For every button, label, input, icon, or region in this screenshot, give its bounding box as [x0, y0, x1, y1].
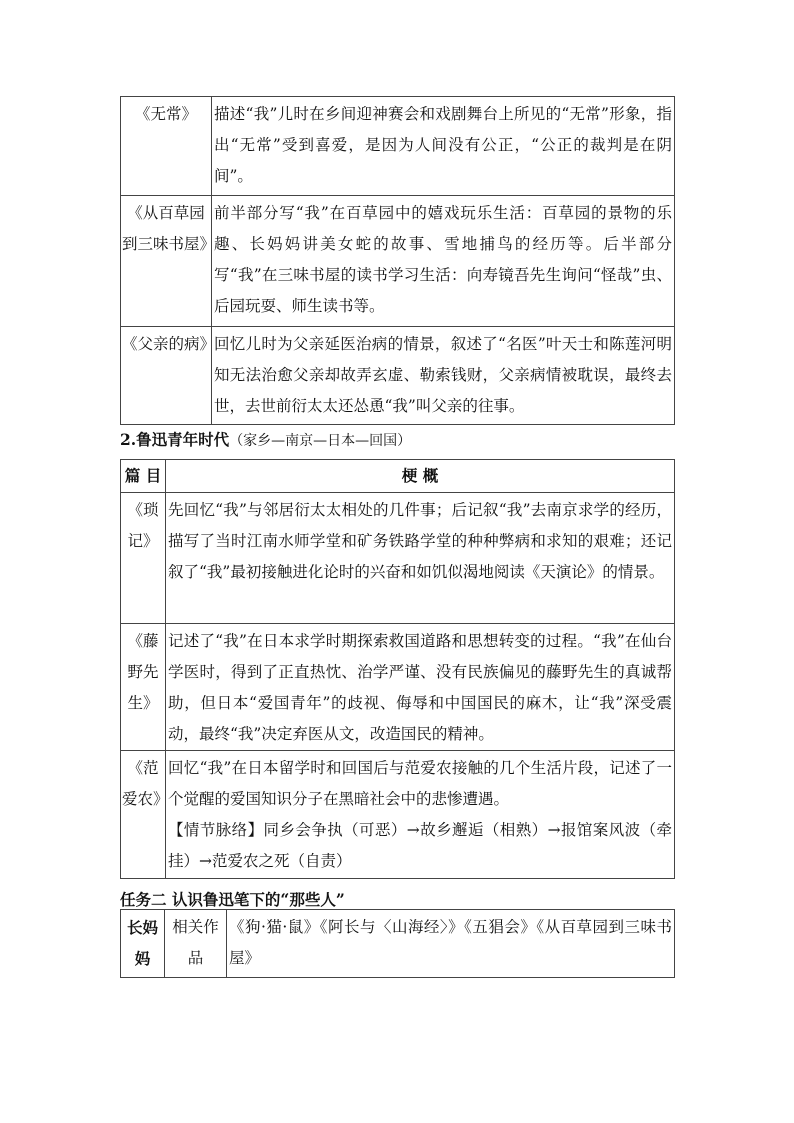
- related-works-label: 相关作品: [165, 910, 227, 978]
- table-row: [121, 196, 675, 327]
- youth-works-table: [120, 459, 675, 879]
- table-row: [121, 327, 675, 425]
- plot-outline: 【情节脉络】同乡会争执（可恶）→故乡邂逅（相熟）→报馆案风波（牵挂）→范爱农之死（自责）: [168, 821, 672, 870]
- work-summary: 描述“我”儿时在乡间迎神赛会和戏剧舞台上所见的“无常”形象，指出“无常”受到喜爱，是因为人间没有公正，“公正的裁判是在阴间”。: [212, 97, 675, 196]
- work-title: 《无常》: [121, 97, 212, 196]
- task-heading: 任务二 认识鲁迅笔下的“那些人”: [120, 890, 345, 909]
- related-works-list: 《狗·猫·鼠》《阿长与〈山海经〉》《五猖会》《从百草园到三味书屋》: [227, 910, 675, 978]
- table-row: [121, 493, 675, 624]
- section-title: 2.鲁迅青年时代: [120, 430, 230, 449]
- work-summary: [166, 751, 675, 879]
- column-header-summary: 梗 概: [166, 460, 675, 493]
- work-title: 《范爱农》: [121, 751, 166, 879]
- work-summary: 记述了“我”在日本求学时期探索救国道路和思想转变的过程。“我”在仙台学医时，得到了正直热忱、治学严谨、没有民族偏见的藤野先生的真诚帮助，但日本“爱国青年”的歧视、侮辱和中国国民的麻木，让“我”深受震动，最终“我”决定弃医从文，改造国民的精神。: [166, 624, 675, 751]
- table-row: [121, 624, 675, 751]
- table-row: [121, 751, 675, 879]
- section-subtitle: （家乡—南京—日本—回国）: [229, 433, 412, 449]
- work-title: 《藤野先生》: [121, 624, 166, 751]
- column-header-title: 篇 目: [121, 460, 166, 493]
- character-name: 长妈妈: [121, 910, 165, 978]
- table-header-row: [121, 460, 675, 493]
- work-summary: 回忆儿时为父亲延医治病的情景，叙述了“名医”叶天士和陈莲河明知无法治愈父亲却故弄玄虚、勒索钱财，父亲病情被耽误，最终去世，去世前衍太太还怂恿“我”叫父亲的往事。: [212, 327, 675, 425]
- characters-table: [120, 909, 675, 978]
- work-summary: 先回忆“我”与邻居衍太太相处的几件事；后记叙“我”去南京求学的经历，描写了当时江南水师学堂和矿务铁路学堂的种种弊病和求知的艰难；还记叙了“我”最初接触进化论时的兴奋和如饥似渴地阅读《天演论》的情景。: [166, 493, 675, 624]
- work-title: 《父亲的病》: [121, 327, 212, 425]
- work-summary: 前半部分写“我”在百草园中的嬉戏玩乐生活：百草园的景物的乐趣、长妈妈讲美女蛇的故事、雪地捕鸟的经历等。后半部分写“我”在三味书屋的读书学习生活：向寿镜吾先生询问“怪哉”虫、后园玩耍、师生读书等。: [212, 196, 675, 327]
- table-row: [121, 910, 675, 978]
- table-row: [121, 97, 675, 196]
- work-title: 《琐记》: [121, 493, 166, 624]
- summary-text: 回忆“我”在日本留学时和回国后与范爱农接触的几个生活片段，记述了一个觉醒的爱国知识分子在黑暗社会中的悲惨遭遇。: [168, 759, 672, 808]
- work-title: 《从百草园到三味书屋》: [121, 196, 212, 327]
- section-heading: [120, 428, 411, 450]
- childhood-works-table: [120, 96, 675, 425]
